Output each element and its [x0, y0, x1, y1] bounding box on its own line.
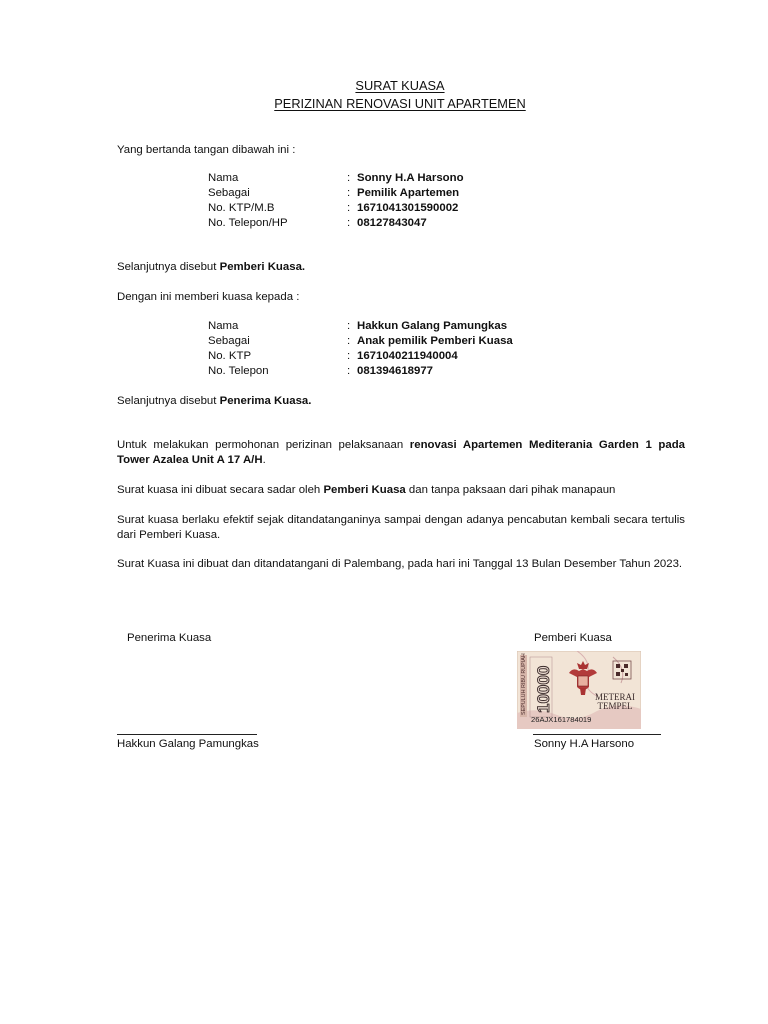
grantee-designation	[117, 394, 311, 409]
closing-paragraph: Surat Kuasa ini dibuat dan ditandatangani di Palembang, pada hari ini Tanggal 13 Bulan Desember Tahun 2023.	[117, 558, 683, 570]
designation-prefix: Selanjutnya disebut	[117, 261, 220, 273]
field-colon: :	[347, 217, 351, 229]
meterai-stamp-icon	[517, 651, 641, 729]
field-label: No. Telepon/HP	[208, 217, 288, 229]
field-value: 1671041301590002	[357, 202, 459, 214]
consent-prefix: Surat kuasa ini dibuat secara sadar oleh	[117, 484, 324, 496]
field-label: No. KTP/M.B	[208, 202, 275, 214]
grantee-signature-line	[117, 734, 257, 735]
field-colon: :	[347, 365, 351, 377]
grantor-designation	[117, 260, 305, 275]
transfer-line: Dengan ini memberi kuasa kepada :	[117, 291, 300, 303]
purpose-bold: renovasi Apartemen Mediterania Garden 1 pada Tower Azalea Unit A 17 A/H	[117, 439, 685, 466]
purpose-prefix: Untuk melakukan permohonan perizinan pelaksanaan	[117, 439, 410, 451]
stamp-serial: 26AJX161784019	[531, 715, 592, 724]
document-title: SURAT KUASA	[355, 78, 445, 93]
field-label: Sebagai	[208, 187, 250, 199]
grantee-signature-label: Penerima Kuasa	[127, 632, 212, 644]
grantee-signature-name: Hakkun Galang Pamungkas	[117, 738, 259, 750]
meterai-stamp	[517, 651, 641, 729]
field-value: Hakkun Galang Pamungkas	[357, 320, 508, 332]
grantor-signature-name: Sonny H.A Harsono	[534, 738, 635, 750]
field-value: 081394618977	[357, 365, 434, 377]
field-colon: :	[347, 187, 351, 199]
designation-prefix: Selanjutnya disebut	[117, 395, 220, 407]
field-colon: :	[347, 172, 351, 184]
field-colon: :	[347, 350, 351, 362]
consent-bold: Pemberi Kuasa	[323, 484, 406, 496]
document-subtitle: PERIZINAN RENOVASI UNIT APARTEMEN	[274, 96, 526, 111]
stamp-denomination: 10000	[534, 665, 553, 713]
field-value: Pemilik Apartemen	[357, 187, 460, 199]
grantor-signature-line	[533, 734, 661, 735]
field-label: Nama	[208, 172, 239, 184]
field-colon: :	[347, 202, 351, 214]
intro-line: Yang bertanda tangan dibawah ini :	[117, 144, 296, 156]
field-colon: :	[347, 320, 351, 332]
designation-term: Penerima Kuasa.	[219, 395, 312, 407]
validity-paragraph: Surat kuasa berlaku efektif sejak ditandatanganinya sampai dengan adanya pencabutan kembali secara tertulis dari Pemberi Kuasa.	[117, 514, 685, 541]
grantor-signature-label: Pemberi Kuasa	[534, 632, 612, 644]
field-value: Anak pemilik Pemberi Kuasa	[357, 335, 513, 347]
field-label: Nama	[208, 320, 239, 332]
consent-paragraph	[117, 483, 615, 498]
stamp-label-line2: TEMPEL	[597, 701, 633, 711]
stamp-side-text: SEPULUH RIBU RUPIAH	[521, 653, 527, 715]
field-value: 1671040211940004	[357, 350, 458, 362]
field-label: Sebagai	[208, 335, 250, 347]
designation-term: Pemberi Kuasa.	[219, 261, 306, 273]
field-label: No. KTP	[208, 350, 252, 362]
consent-suffix: dan tanpa paksaan dari pihak manapaun	[405, 484, 616, 496]
purpose-suffix: .	[262, 454, 266, 466]
field-value: Sonny H.A Harsono	[357, 172, 464, 184]
field-value: 08127843047	[357, 217, 427, 229]
stamp-label-line1: METERAI	[595, 692, 635, 702]
purpose-paragraph	[117, 438, 685, 468]
field-label: No. Telepon	[208, 365, 269, 377]
field-colon: :	[347, 335, 351, 347]
